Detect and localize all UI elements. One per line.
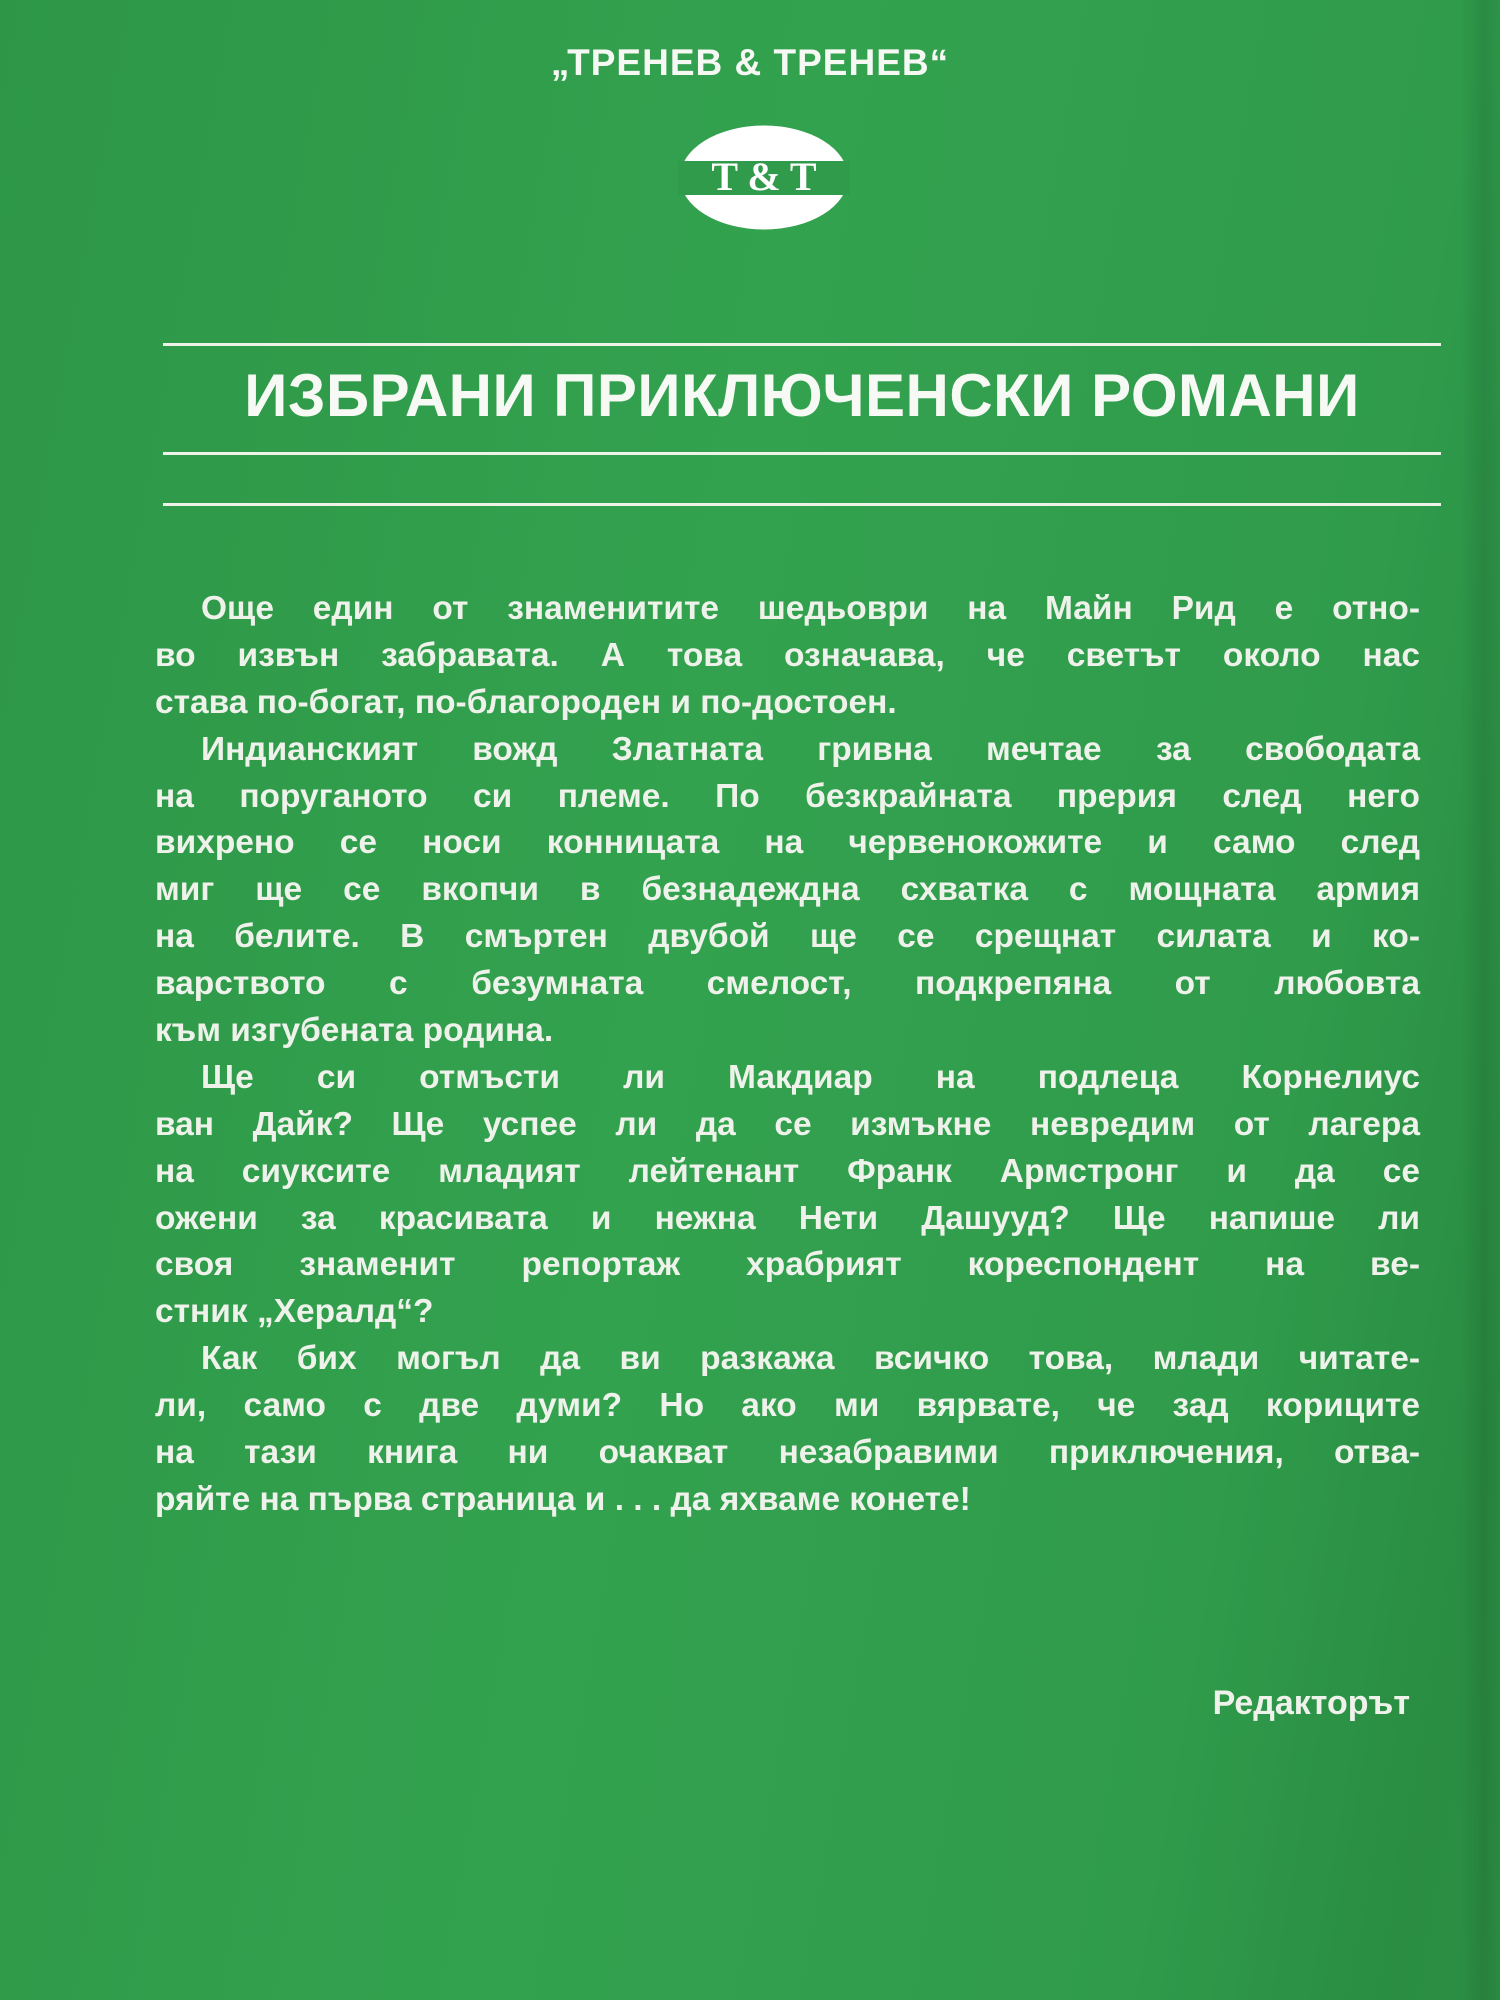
blurb-line: ожени за красивата и нежна Нети Дашууд? Ще напише ли (155, 1199, 1420, 1237)
spine-shadow (1460, 0, 1500, 2000)
blurb-line: на тази книга ни очакват незабравими приключения, отва- (155, 1434, 1420, 1472)
blurb-text (155, 586, 1420, 1524)
blurb-line: на белите. В смъртен двубой ще се срещнат силата и ко- (155, 918, 1420, 956)
blurb-line: към изгубената родина. (155, 1012, 554, 1050)
blurb-line: миг ще се вкопчи в безнадеждна схватка с мощната армия (155, 871, 1420, 909)
blurb-line: Ще си отмъсти ли Макдиар на подлеца Корнелиус (201, 1058, 1420, 1096)
blurb-line: во извън забравата. А това означава, че светът около нас (155, 636, 1420, 674)
logo-text: T & T (711, 154, 817, 199)
publisher-oval-logo (678, 123, 850, 232)
series-title: ИЗБРАНИ ПРИКЛЮЧЕНСКИ РОМАНИ (244, 362, 1360, 429)
blurb-line: варството с безумната смелост, подкрепяна от любовта (155, 965, 1420, 1003)
blurb-line: своя знаменит репортаж храбрият кореспондент на ве- (155, 1246, 1420, 1284)
blurb-line: ряйте на първа страница и . . . да яхваме конете! (155, 1480, 971, 1518)
blurb-line: става по-богат, по-благороден и по-достоен. (155, 683, 897, 721)
blurb-line: Как бих могъл да ви разкажа всичко това, млади читате- (201, 1340, 1420, 1378)
divider-rule-middle (163, 452, 1441, 455)
divider-rule-top (163, 343, 1441, 346)
blurb-line: ли, само с две думи? Но ако ми вярвате, че зад кориците (155, 1387, 1420, 1425)
publisher-name: „ТРЕНЕВ & ТРЕНЕВ“ (550, 42, 950, 83)
editor-signature: Редакторът (1212, 1684, 1410, 1722)
blurb-line: Още един от знаменитите шедьоври на Майн Рид е отно- (201, 590, 1420, 627)
blurb-line: на сиуксите младият лейтенант Франк Армстронг и да се (155, 1152, 1420, 1190)
blurb-line: на поруганото си племе. По безкрайната прерия след него (155, 777, 1420, 815)
blurb-line: ван Дайк? Ще успее ли да се измъкне невредим от лагера (155, 1105, 1420, 1143)
blurb-line: вихрено се носи конницата на червенокожите и само след (155, 824, 1420, 862)
blurb-line: Индианският вожд Златната гривна мечтае за свободата (201, 730, 1420, 768)
blurb-line: стник „Хералд“? (155, 1293, 434, 1331)
divider-rule-bottom (163, 503, 1441, 506)
